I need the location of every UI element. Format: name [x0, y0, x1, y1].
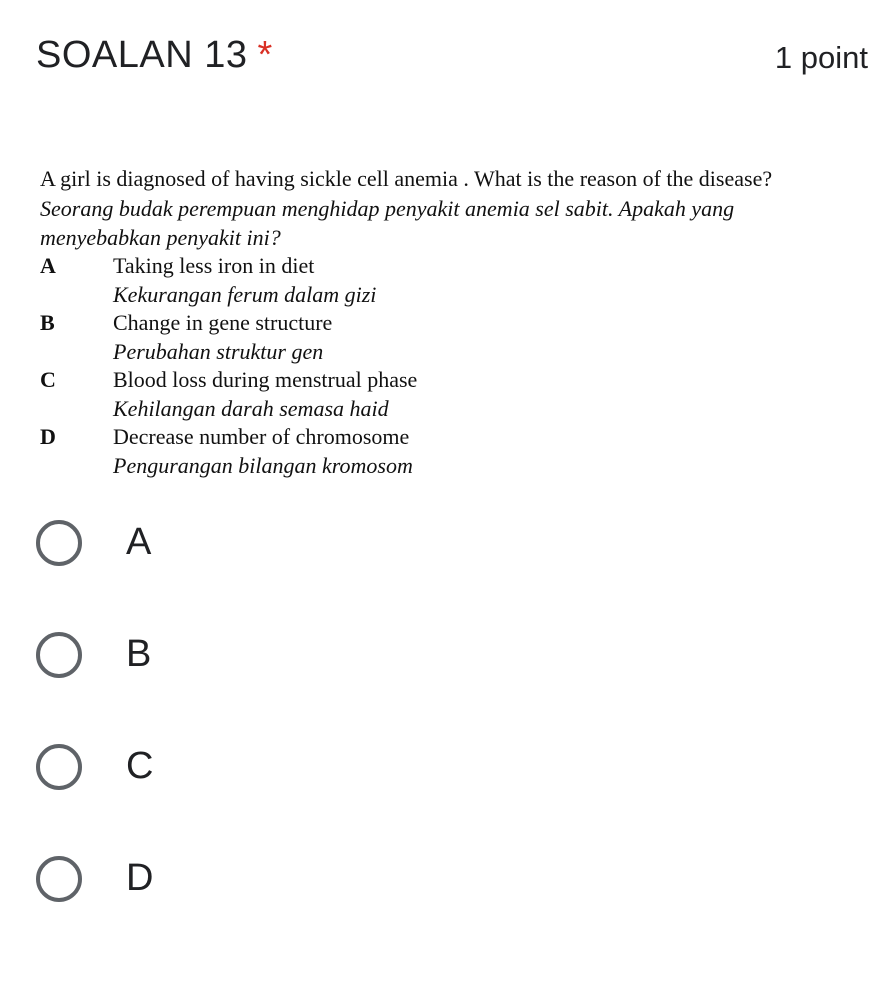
- choice-text-english: Change in gene structure: [113, 310, 333, 335]
- choice-row-c-malay: [40, 395, 870, 424]
- question-title: [36, 34, 273, 77]
- choice-text-malay: Perubahan struktur gen: [113, 338, 324, 364]
- choice-row-d: [40, 423, 870, 452]
- option-d[interactable]: [36, 853, 836, 965]
- choice-text-english: Taking less iron in diet: [113, 253, 315, 278]
- choice-row-b: [40, 309, 870, 338]
- choice-row-b-malay: [40, 338, 870, 367]
- option-label[interactable]: C: [126, 745, 154, 787]
- choice-text-english: Decrease number of chromosome: [113, 424, 410, 449]
- choice-row-a: [40, 252, 870, 281]
- choice-row-c: [40, 366, 870, 395]
- option-label[interactable]: D: [126, 857, 154, 899]
- question-text-english: A girl is diagnosed of having sickle cell anemia . What is the reason of the disease?: [40, 166, 773, 191]
- choice-text-malay: Kehilangan darah semasa haid: [113, 395, 389, 421]
- choice-letter: A: [40, 253, 56, 278]
- option-b[interactable]: [36, 629, 836, 741]
- answer-options: [36, 517, 836, 965]
- required-asterisk: *: [257, 34, 273, 76]
- radio-button-b[interactable]: [36, 632, 82, 678]
- option-a[interactable]: [36, 517, 836, 629]
- choice-row-d-malay: [40, 452, 870, 481]
- option-c[interactable]: [36, 741, 836, 853]
- radio-button-c[interactable]: [36, 744, 82, 790]
- choice-letter: C: [40, 367, 56, 392]
- question-image: [40, 164, 870, 480]
- question-title-text: SOALAN 13: [36, 34, 248, 76]
- choice-letter: D: [40, 424, 56, 449]
- choice-row-a-malay: [40, 281, 870, 310]
- choice-text-malay: Kekurangan ferum dalam gizi: [113, 281, 377, 307]
- question-text-malay: Seorang budak perempuan menghidap penyakit anemia sel sabit. Apakah yang menyebabkan penyakit ini?: [40, 196, 735, 250]
- choice-text-malay: Pengurangan bilangan kromosom: [113, 452, 413, 478]
- choice-text-english: Blood loss during menstrual phase: [113, 367, 418, 392]
- points-label: 1 point: [774, 40, 868, 75]
- radio-button-d[interactable]: [36, 856, 82, 902]
- option-label[interactable]: B: [126, 633, 152, 675]
- choice-letter: B: [40, 310, 55, 335]
- radio-button-a[interactable]: [36, 520, 82, 566]
- option-label[interactable]: A: [126, 521, 152, 563]
- question-header: [36, 30, 868, 90]
